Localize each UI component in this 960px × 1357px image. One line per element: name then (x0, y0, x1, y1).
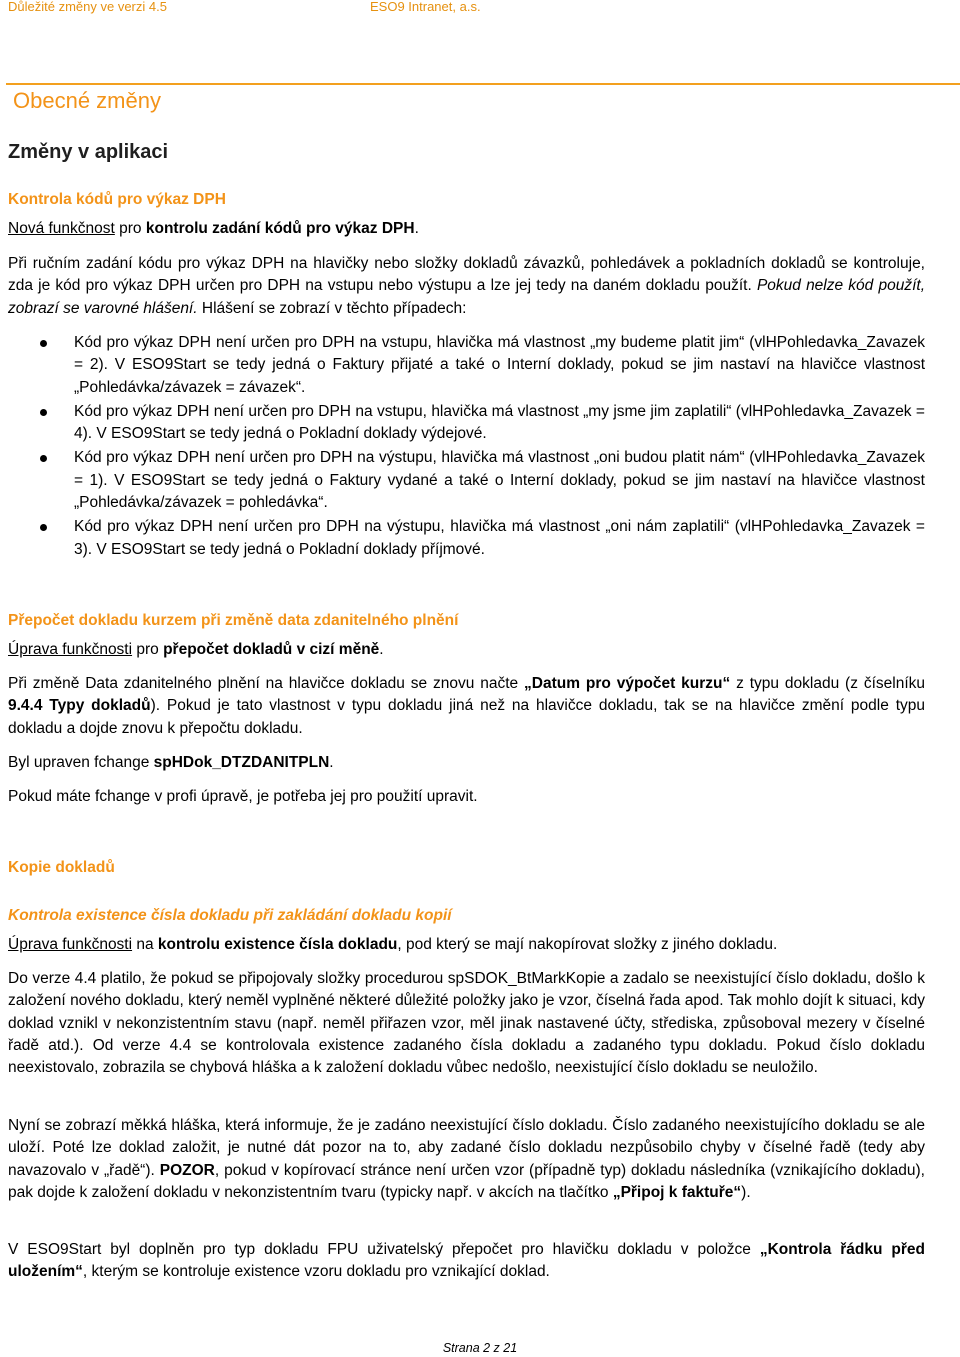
p-vat-italic: Pokud nelze kód použít, zobrazí se varovné hlášení. (8, 277, 925, 317)
heading-vat-codes: Kontrola kódů pro výkaz DPH (8, 191, 226, 208)
intro-vat-codes: Nová funkčnost pro kontrolu zadání kódů pro výkaz DPH. (8, 220, 419, 237)
section-title: Změny v aplikaci (8, 141, 169, 163)
paragraph-eso9start: V ESO9Start byl doplněn pro typ dokladu FPU uživatelský přepočet pro hlavičku dokladu v položce „Kontrola řádku před uložením“, kterým se kontroluje existence vzoru dokladu pro vznikající doklad. (8, 1241, 925, 1281)
paragraph-profi: Pokud máte fchange v profi úpravě, je potřeba jej pro použití upravit. (8, 788, 478, 805)
subheading-copy-check: Kontrola existence čísla dokladu při zakládání dokladu kopií (8, 907, 452, 924)
vat-cases-list (40, 332, 925, 563)
intro-link-vat: Nová funkčnost (8, 220, 115, 237)
page-title: Obecné změny (13, 88, 161, 113)
heading-rate-recalc: Přepočet dokladu kurzem při změně data zdanitelného plnění (8, 612, 459, 629)
header-doc-title: Důležité změny ve verzi 4.5 (8, 0, 167, 14)
intro-rate-recalc: Úprava funkčnosti pro přepočet dokladů v cizí měně. (8, 641, 384, 658)
intro-copy-check: Úprava funkčnosti na kontrolu existence čísla dokladu, pod který se mají nakopírovat složky z jiného dokladu. (8, 936, 778, 953)
page-number: Strana 2 z 21 (442, 1341, 518, 1355)
paragraph-soft-warning: Nyní se zobrazí měkká hláška, která informuje, že je zadáno neexistující číslo dokladu. Číslo zadaného neexistujícího dokladu se ale uloží. Poté lze doklad založit, je nutné dát pozor na to, aby zadané číslo dokladu nezpůsobilo chyby v číselné řadě (tedy aby navazovalo v „řadě“). POZOR, pokud v kopírovací stránce není určen vzor (případně typ) dokladu následníka (vznikajícího dokladu), pak dojde k založení dokladu v nekonzistentním tvaru (typicky např. v akcích na tlačítko „Připoj k faktuře“). (8, 1117, 925, 1201)
section-divider (6, 83, 960, 85)
paragraph-vat-check: Při ručním zadání kódu pro výkaz DPH na hlavičky nebo složky dokladů závazků, pohledávek a pokladních dokladů se kontroluje, zda je kód pro výkaz DPH určen pro DPH na vstupu nebo výstupu a lze jej tedy na daném dokladu použít. Pokud nelze kód použít, zobrazí se varovné hlášení. Hlášení se zobrazí v těchto případech: (8, 255, 925, 317)
p-vat-main: Při ručním zadání kódu pro výkaz DPH na hlavičky nebo složky dokladů závazků, pohledávek a pokladních dokladů se kontroluje, zda je kód pro výkaz DPH určen pro DPH na vstupu nebo výstupu a lze jej tedy na daném dokladu použít. (8, 255, 925, 295)
page-header (8, 0, 948, 14)
paragraph-rate-recalc: Při změně Data zdanitelného plnění na hlavičce dokladu se znovu načte „Datum pro výpočet kurzu“ z typu dokladu (z číselníku 9.4.4 Typy dokladů). Pokud je tato vlastnost v typu dokladu jiná než na hlavičce dokladu, tak se na hlavičce změní podle typu dokladu a dojde znovu k přepočtu dokladu. (8, 675, 925, 737)
paragraph-fchange: Byl upraven fchange spHDok_DTZDANITPLN. (8, 754, 334, 771)
list-item: Kód pro výkaz DPH není určen pro DPH na výstupu, hlavička má vlastnost „oni nám zaplatili“ (vlHPohledavka_Zavazek = 3). V ESO9Start se tedy jedná o Pokladní doklady příjmové. (40, 516, 925, 561)
header-company: ESO9 Intranet, a.s. (370, 0, 481, 14)
list-item: Kód pro výkaz DPH není určen pro DPH na vstupu, hlavička má vlastnost „my budeme platit jim“ (vlHPohledavka_Zavazek = 2). V ESO9Start se tedy jedná o Faktury přijaté a také o Interní doklady, pokud se jim nastaví na hlavičce vlastnost „Pohledávka/závazek = závazek“. (40, 332, 925, 399)
heading-doc-copies: Kopie dokladů (8, 859, 115, 876)
list-item: Kód pro výkaz DPH není určen pro DPH na vstupu, hlavička má vlastnost „my jsme jim zaplatili“ (vlHPohledavka_Zavazek = 4). V ESO9Start se tedy jedná o Pokladní doklady výdejové. (40, 401, 925, 446)
list-item: Kód pro výkaz DPH není určen pro DPH na výstupu, hlavička má vlastnost „oni budou platit nám“ (vlHPohledavka_Zavazek = 1). V ESO9Start se tedy jedná o Faktury vydané a také o Interní doklady, pokud se jim nastaví na hlavičce vlastnost „Pohledávka/závazek = pohledávka“. (40, 447, 925, 514)
paragraph-history: Do verze 4.4 platilo, že pokud se připojovaly složky procedurou spSDOK_BtMarkKopie a zadalo se neexistující číslo dokladu, došlo k založení nového dokladu, který neměl vyplněné některé důležité položky jako je vzor, číselná řada apod. Tak mohlo dojít k situaci, kdy doklad vznikl v nekonzistentním stavu (např. neměl přiřazen vzor, měl jinak nastavené účty, střediska, způsoboval mezery v číselné řadě atd.). Od verze 4.4 se kontrolovala existence zadaného čísla dokladu a zadaného typu dokladu. Pokud číslo dokladu neexistovalo, zobrazila se chybová hláška a k založení dokladu vůbec nedošlo, neexistující číslo dokladu se neuložilo. (8, 970, 925, 1077)
